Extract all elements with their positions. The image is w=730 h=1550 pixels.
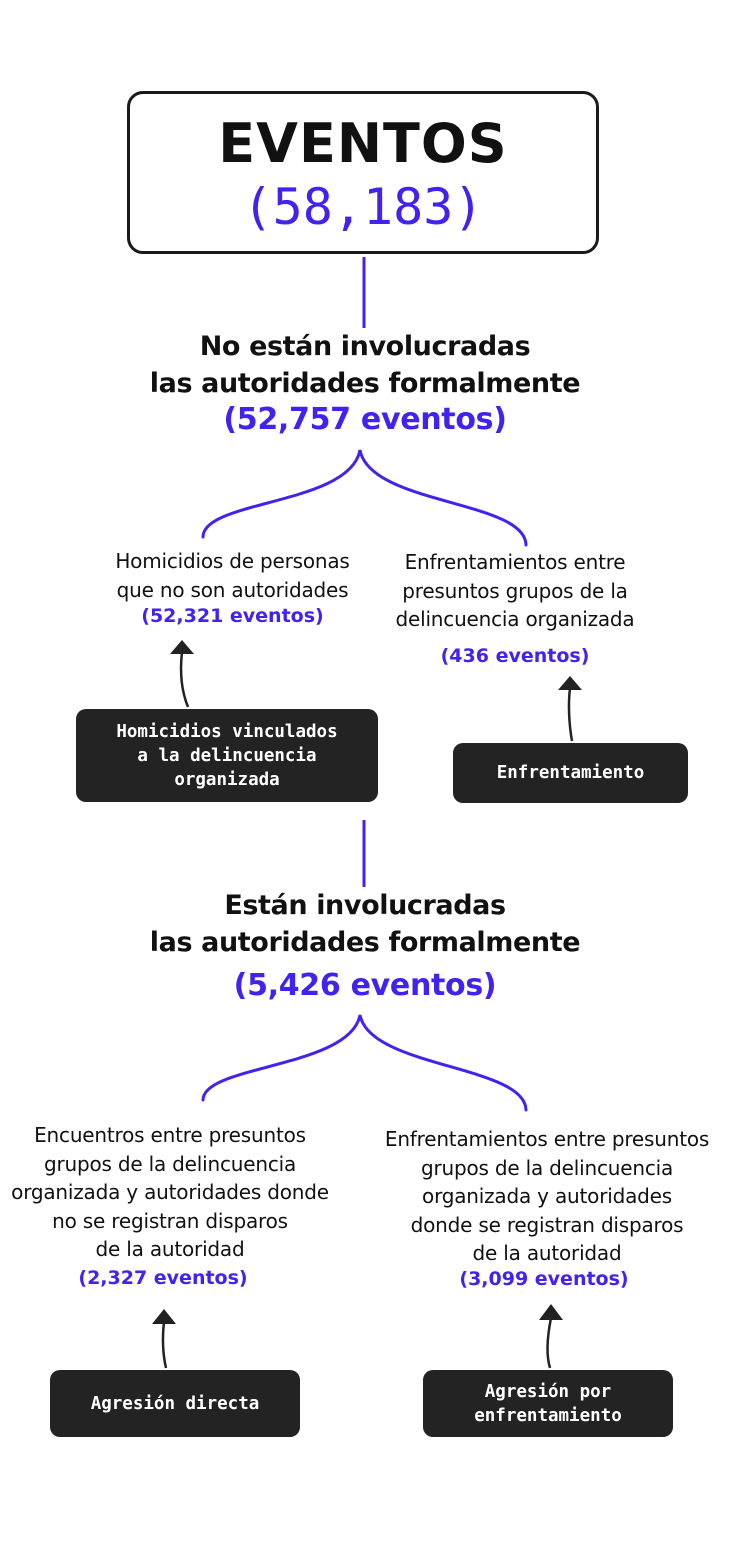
branch-1-heading [0,328,730,402]
tag-line3: organizada [174,769,280,790]
branch-1-right-line2: presuntos grupos de la [402,578,628,603]
branch-2-left-count: (2,327 eventos) [78,1267,248,1289]
root-count: (58,183) [242,178,484,236]
branch-2-right-line1: Enfrentamientos entre presuntos [384,1127,710,1151]
branch-2-right-line4: donde se registran disparos [410,1212,684,1237]
branch-1-right-line3: delincuencia organizada [395,607,635,631]
arrow-head-1 [170,640,194,654]
arrow-head-2 [558,676,582,690]
tag-line1: Homicidios vinculados [116,721,338,742]
branch-2-left-line2: grupos de la delincuencia [43,1151,297,1176]
arrow-head-3 [152,1309,176,1324]
branch-2-left-description [0,1121,340,1264]
branch-2-heading-line1: Están involucradas [224,890,506,921]
branch-2-heading [0,887,730,961]
branch-2-left-line5: de la autoridad [95,1237,245,1261]
branch-1-right-line1: Enfrentamientos entre [404,550,626,574]
branch-2-right-count: (3,099 eventos) [459,1268,629,1290]
branch-2-right-line2: grupos de la delincuencia [420,1155,674,1180]
arrow-shaft-4 [547,1318,551,1368]
branch-2-right-line3: organizada y autoridades [422,1184,672,1208]
branch-1-left-line2: que no son autoridades [116,577,349,602]
root-title: EVENTOS [218,112,508,175]
branch-2-right-line5: de la autoridad [472,1241,622,1265]
arrow-head-4 [539,1304,563,1320]
branch-2-count: (5,426 eventos) [233,968,497,1003]
tag-enfrentamiento: Enfrentamiento [453,743,688,803]
arrow-shaft-3 [163,1322,166,1368]
branch-1-left-line1: Homicidios de personas [115,549,350,573]
brace-branch-2 [203,1015,526,1110]
branch-1-right-description [375,548,655,634]
branch-1-left-description [90,547,375,604]
branch-2-left-line1: Encuentros entre presuntos [34,1123,306,1147]
arrow-shaft-1 [181,652,188,707]
tag-agresion-directa: Agresión directa [50,1370,300,1437]
branch-1-heading-line2: las autoridades formalmente [149,368,581,399]
branch-2-right-description [368,1125,726,1268]
branch-1-heading-line1: No están involucradas [199,331,531,362]
branch-1-count: (52,757 eventos) [223,402,507,437]
branch-2-left-line3: organizada y autoridades donde [11,1180,329,1204]
tag-homicidios-vinculados [76,709,378,802]
brace-branch-1 [203,450,526,545]
tag-line2: a la delincuencia [137,745,317,766]
tag-line2: enfrentamiento [474,1405,622,1426]
branch-1-right-count: (436 eventos) [440,645,590,667]
tag-agresion-por-enfrentamiento [423,1370,673,1437]
tag-line1: Agresión por [484,1381,612,1402]
arrow-shaft-2 [569,688,572,741]
branch-2-left-line4: no se registran disparos [52,1208,288,1233]
branch-1-left-count: (52,321 eventos) [141,605,324,627]
branch-2-heading-line2: las autoridades formalmente [149,927,581,958]
